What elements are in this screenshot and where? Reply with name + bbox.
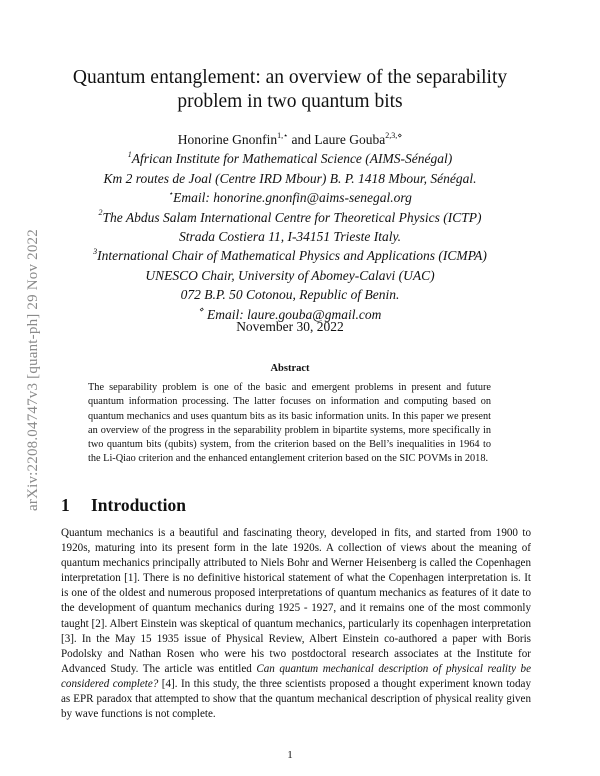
abstract-heading: Abstract [270,363,310,374]
aff3-mark: 3 [93,246,98,256]
section-number: 1 [61,495,70,515]
section-heading [61,495,531,516]
affiliation-2-address: Strada Costiera 11, I-34151 Trieste Italy. [178,229,402,245]
paper-title [50,66,530,114]
author-block [50,130,530,324]
email1-mark: ⋆ [168,188,174,198]
abstract-text: The separability problem is one of the basic and emergent problems in present and future quantum information processing. The latter focuses on information and computing based on quantum mechanics and uses quantum bits as its basic information units. In this paper we present an overview of the progress in the separability problem in bipartite systems, more specifically in two quantum bits (qubits) system, from the criterion based on the Bell’s inequalities in 1964 to the Li-Qiao criterion and the enhanced entanglement criterion based on the SIC POVMs in 2018. [88,382,491,465]
email1-text: Email: honorine.gnonfin@aims-senegal.org [173,190,412,206]
author-a-mark: 1,⋆ [277,130,289,140]
aff2-name: The Abdus Salam International Centre for Theoretical Physics (ICTP) [102,209,482,225]
email2-mark: ⋄ [198,305,204,315]
affiliation-3-line-2: UNESCO Chair, University of Abomey-Calavi (UAC) [145,267,435,283]
intro-paragraph [61,526,531,722]
title-line-1: Quantum entanglement: an overview of the separability [72,67,508,88]
aff1-mark: 1 [127,149,132,159]
arxiv-stamp: arXiv:2208.04747v3 [quant-ph] 29 Nov 2022 [25,229,41,511]
section-title: Introduction [91,495,186,515]
affiliation-3-line-3: 072 B.P. 50 Cotonou, Republic of Benin. [180,287,400,303]
page-number: 1 [287,749,293,761]
affiliation-2 [50,208,530,227]
author-b: Laure Gouba [314,132,386,147]
author-names [50,130,530,149]
paper-date: November 30, 2022 [236,319,344,334]
affiliation-1-address: Km 2 routes de Joal (Centre IRD Mbour) B. P. 1418 Mbour, Sénégal. [103,170,477,186]
affiliation-1 [50,149,530,168]
aff2-mark: 2 [98,208,103,218]
email-1 [50,188,530,207]
author-b-mark: 2,3,⋄ [385,130,403,140]
aff3-name: International Chair of Mathematical Physics and Applications (ICMPA) [97,248,487,264]
author-and: and [288,132,315,147]
author-a: Honorine Gnonfin [177,132,278,147]
affiliation-3 [50,246,530,265]
title-line-2: problem in two quantum bits [177,91,403,112]
intro-article-title: Can quantum mechanical description of physical reality be considered complete? [61,662,531,690]
email2-text: Email: laure.gouba@gmail.com [203,306,382,322]
intro-part-2: [4]. In this study, the three scientists proposed a thought experiment known today as EPR paradox that attempted to show that the quantum mechanical description of physical reality given by wave functions is not complete. [61,677,531,721]
arxiv-sidebar [19,180,43,560]
intro-part-1: Quantum mechanics is a beautiful and fascinating theory, developed in fits, and started from 1900 to 1920s, maturing into its present form in the late 1920s. A collection of views about the meaning of quantum mechanics principally attributed to Niels Bohr and Werner Heisenberg is called the Copenhagen interpretation [1]. There is no definitive historical statement of what the Copenhagen interpretation is. It is one of the oldest and numerous proposed interpretations of quantum mechanics as features of it date to the development of quantum mechanics during 1925 - 1927, and it remains one of the most commonly taught [2]. Albert Einstein was skeptical of quantum mechanics, particularly its copenhagen interpretation [3]. In the May 15 1935 issue of Physical Review, Albert Einstein co-authored a paper with Boris Podolsky and Nathan Rosen who were his two postdoctoral research associates at the Institute for Advanced Study. The article was entitled [61,527,531,675]
aff1-name: African Institute for Mathematical Science (AIMS-Sénégal) [131,151,453,167]
